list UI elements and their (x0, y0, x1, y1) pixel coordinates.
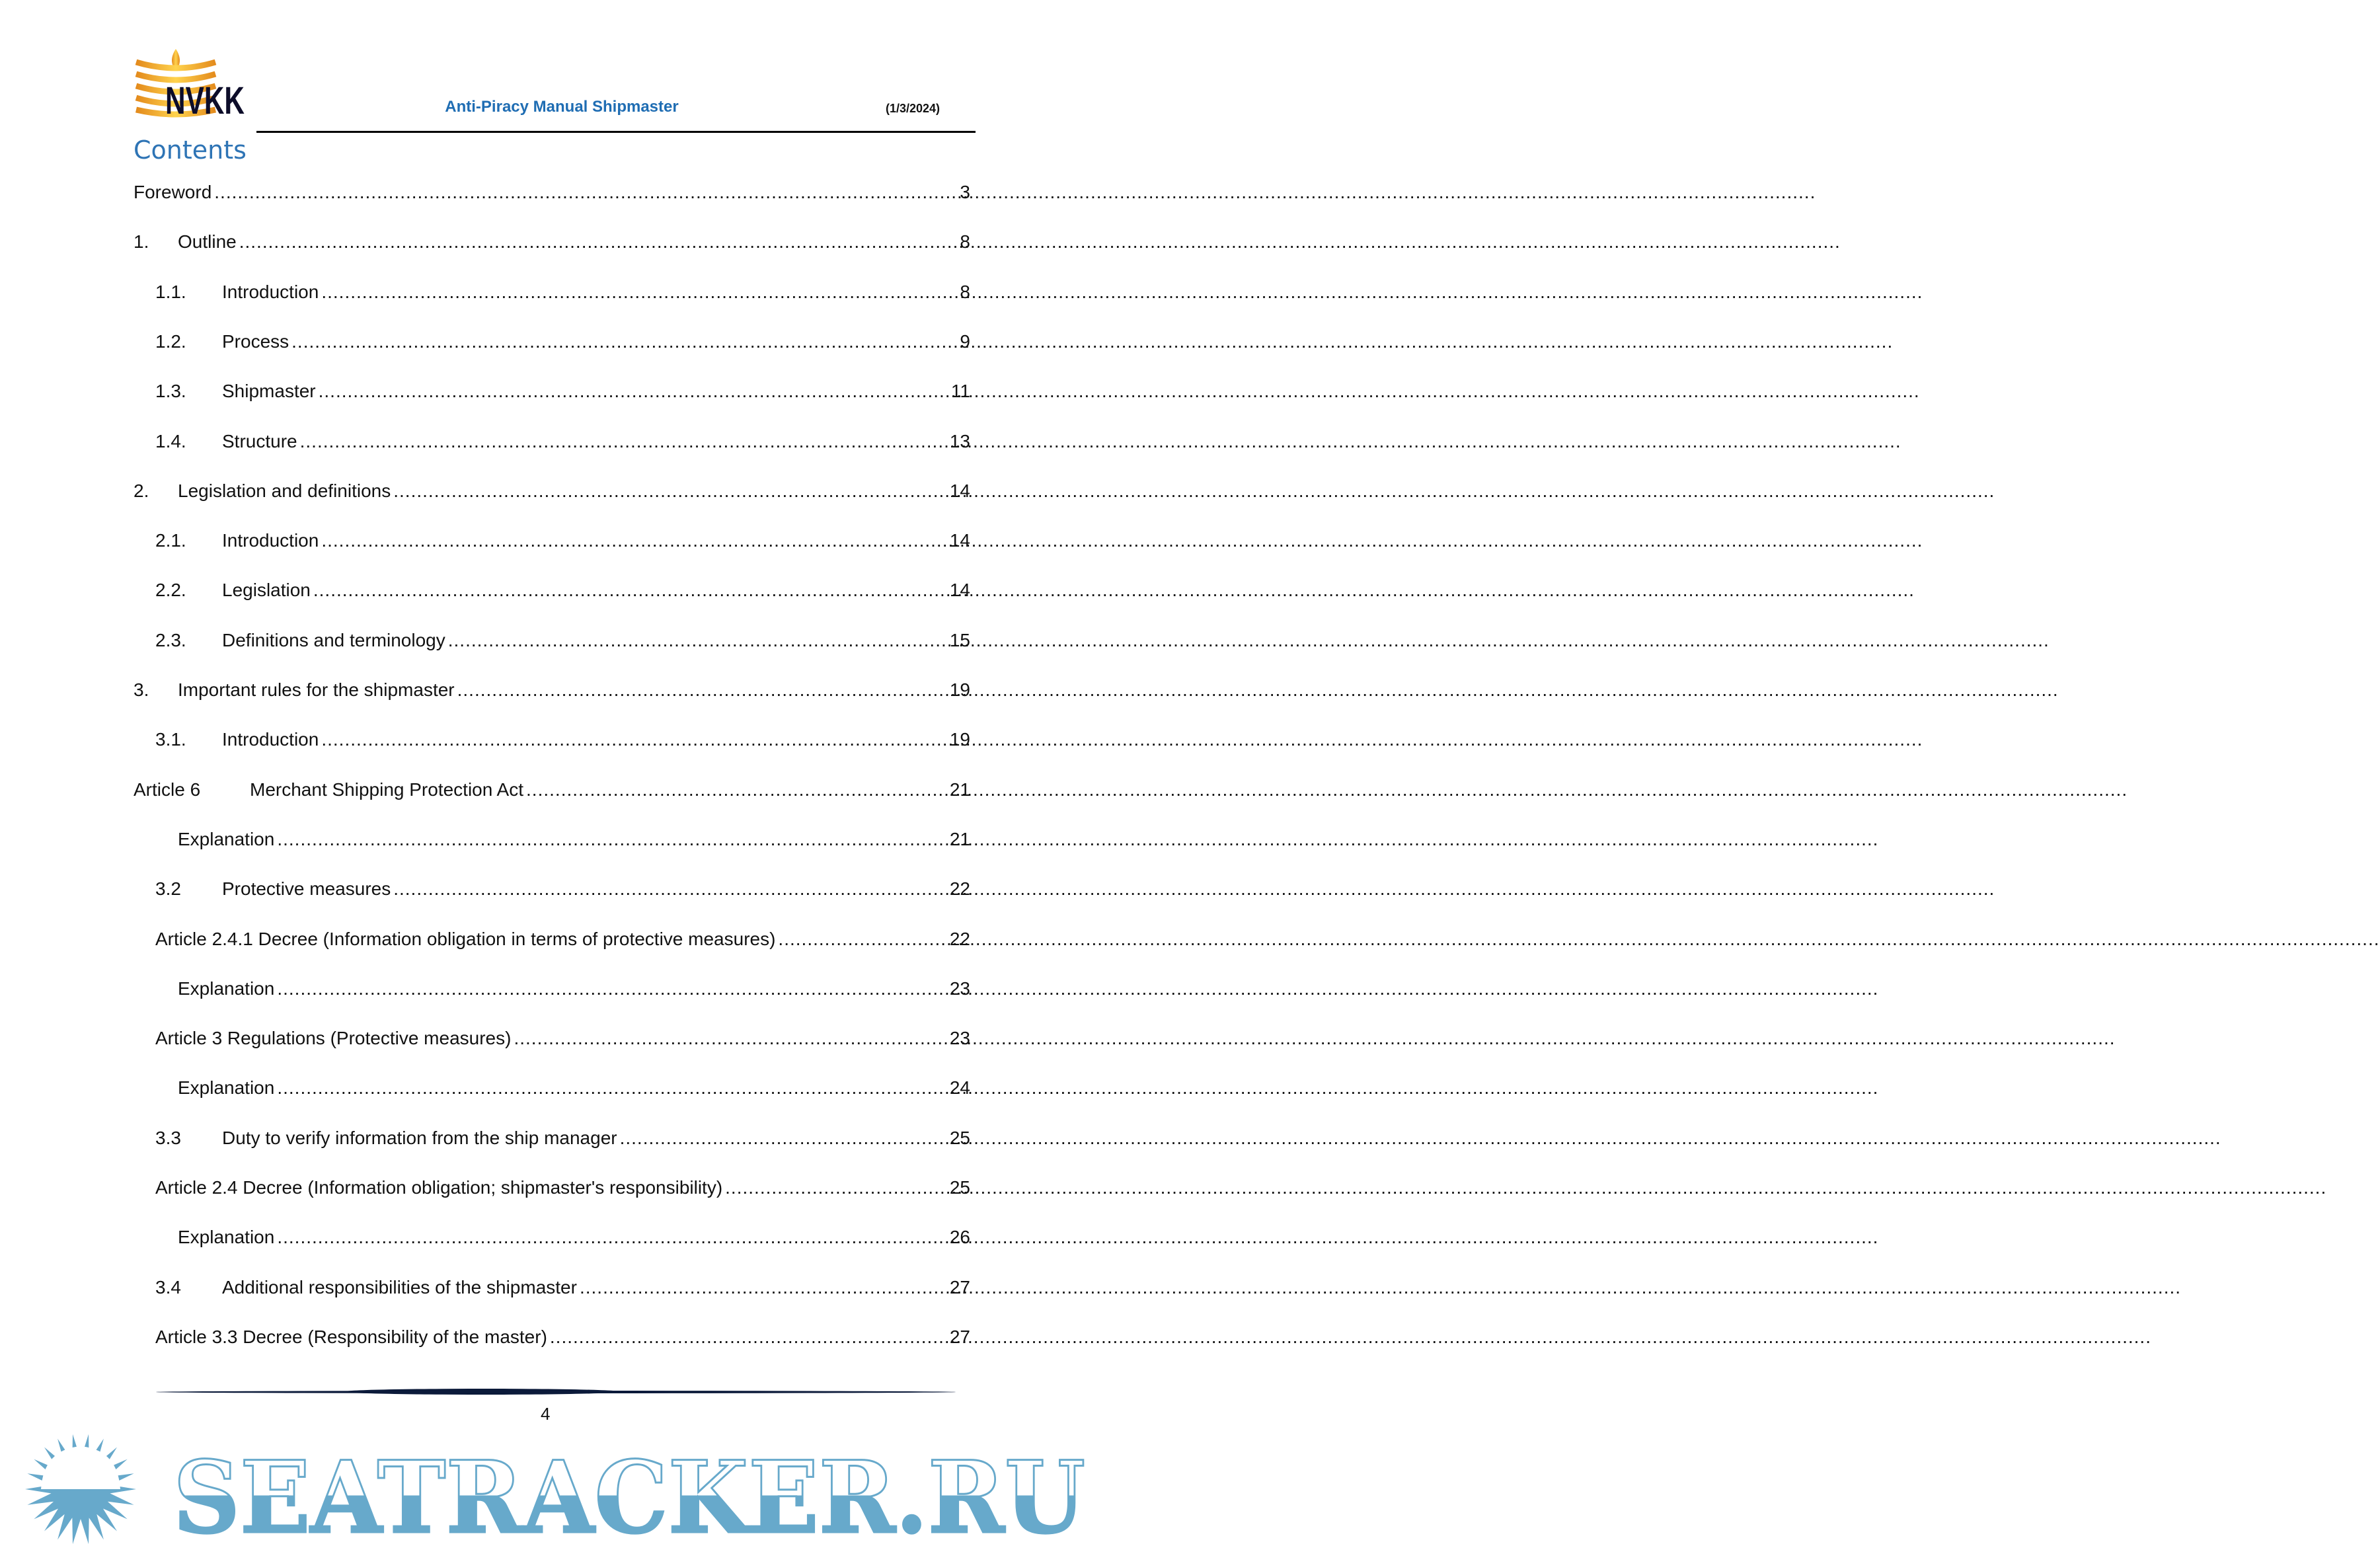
toc-entry[interactable] (0, 978, 970, 1002)
footer-divider-accent (344, 1389, 621, 1395)
toc-entry-number: 1.2. (155, 330, 186, 352)
dot-leader (393, 878, 947, 900)
toc-entry[interactable] (0, 630, 970, 654)
toc-entry-page: 25 (949, 1177, 970, 1198)
toc-entry-title: Foreword (134, 182, 212, 202)
dot-leader (321, 729, 947, 750)
dot-leader (214, 182, 957, 203)
toc-entry-number: 1.1. (155, 281, 186, 302)
toc-entry-number: 3.2 (155, 878, 181, 900)
toc-entry-title: Article 3 Regulations (Protective measures) (155, 1028, 512, 1049)
toc-entry-number: Article 6 (134, 779, 201, 800)
toc-entry-title: Explanation (178, 1077, 275, 1099)
toc-entry-page: 22 (949, 878, 970, 900)
toc-entry-title: Article 3.3 Decree (Responsibility of the master) (155, 1326, 547, 1347)
toc-entry[interactable] (0, 530, 970, 554)
dot-leader (526, 779, 947, 800)
toc-entry-page: 24 (949, 1077, 970, 1099)
toc-entry-page: 9 (960, 330, 970, 352)
nvkk-logo (132, 48, 246, 122)
toc-entry-title: Merchant Shipping Protection Act (250, 779, 524, 800)
toc-entry[interactable] (0, 282, 970, 305)
dot-leader (393, 481, 947, 502)
toc-entry-title: Explanation (178, 828, 275, 849)
toc-entry-title: Duty to verify information from the ship manager (222, 1127, 617, 1148)
toc-entry-number: 3. (134, 679, 149, 700)
toc-entry-number: 1. (134, 231, 149, 252)
toc-entry-page: 22 (949, 928, 970, 949)
toc-entry-page: 14 (949, 530, 970, 551)
toc-entry[interactable] (0, 231, 970, 255)
toc-entry-title: Introduction (222, 281, 319, 302)
header-divider (256, 131, 976, 133)
contents-heading: Contents (134, 135, 247, 165)
toc-entry-title: Outline (178, 231, 237, 252)
toc-entry[interactable] (0, 1227, 970, 1251)
toc-entry-page: 3 (960, 182, 970, 202)
toc-entry-page: 14 (949, 480, 970, 501)
dot-leader (457, 679, 947, 701)
toc-entry[interactable] (0, 829, 970, 853)
toc-entry-title: Process (222, 330, 289, 352)
dot-leader (300, 431, 947, 452)
toc-entry-title: Article 2.4 Decree (Information obligation; shipmaster's responsibility) (155, 1177, 723, 1198)
dot-leader (321, 282, 957, 303)
toc-entry-title: Explanation (178, 1227, 275, 1248)
dot-leader (291, 331, 957, 352)
toc-entry-title: Definitions and terminology (222, 629, 445, 650)
toc-entry-page: 13 (949, 430, 970, 451)
toc-entry-title: Additional responsibilities of the shipmaster (222, 1276, 577, 1297)
dot-leader (321, 530, 947, 551)
toc-entry-page: 19 (949, 679, 970, 700)
toc-entry[interactable] (0, 1028, 970, 1052)
toc-entry-title: Explanation (178, 978, 275, 999)
toc-entry-page: 8 (960, 231, 970, 252)
toc-entry-title: Structure (222, 430, 297, 451)
toc-entry-page: 21 (949, 828, 970, 849)
header-title: Anti-Piracy Manual Shipmaster (445, 98, 679, 116)
watermark-text: SEATRACKER.RU (173, 1440, 1085, 1546)
toc-entry-page: 15 (949, 629, 970, 650)
toc-entry-title: Legislation and definitions (178, 480, 391, 501)
toc-entry-title: Legislation (222, 580, 311, 601)
toc-entry[interactable] (0, 580, 970, 603)
toc-entry[interactable] (0, 431, 970, 455)
page-number: 4 (541, 1404, 551, 1424)
toc-entry[interactable] (0, 182, 970, 206)
toc-entry-page: 27 (949, 1326, 970, 1347)
toc-entry-page: 27 (949, 1276, 970, 1297)
toc-entry-title: Article 2.4.1 Decree (Information obligation in terms of protective measures) (155, 928, 776, 949)
toc-entry[interactable] (0, 878, 970, 902)
toc-entry-page: 11 (950, 381, 970, 402)
toc-entry-title: Introduction (222, 729, 319, 750)
toc-entry[interactable] (0, 1177, 970, 1201)
toc-entry-page: 14 (949, 580, 970, 601)
toc-entry-number: 2. (134, 480, 149, 501)
dot-leader (239, 231, 958, 252)
toc-entry[interactable] (0, 1128, 970, 1151)
toc-entry[interactable] (0, 381, 970, 405)
toc-entry-page: 23 (949, 1028, 970, 1049)
toc-entry-page: 23 (949, 978, 970, 999)
toc-entry-title: Shipmaster (222, 381, 316, 402)
dot-leader (313, 580, 947, 601)
toc-entry[interactable] (0, 1327, 970, 1350)
dot-leader (277, 1227, 947, 1248)
toc-entry[interactable] (0, 929, 970, 952)
dot-leader (277, 978, 947, 999)
toc-entry-number: 3.3 (155, 1127, 181, 1148)
toc-entry-page: 8 (960, 281, 970, 302)
seatracker-watermark (0, 1433, 1093, 1546)
dot-leader (448, 630, 947, 651)
dot-leader (725, 1177, 947, 1198)
dot-leader (550, 1327, 947, 1348)
dot-leader (277, 829, 947, 850)
toc-entry[interactable] (0, 481, 970, 504)
toc-entry-number: 1.3. (155, 381, 186, 402)
dot-leader (620, 1128, 947, 1149)
toc-entry-title: Important rules for the shipmaster (178, 679, 455, 700)
dot-leader (319, 381, 948, 402)
toc-entry-title: Protective measures (222, 878, 391, 900)
header-date: (1/3/2024) (886, 102, 940, 115)
dot-leader (580, 1277, 947, 1298)
toc-entry-number: 1.4. (155, 430, 186, 451)
toc-entry-number: 2.3. (155, 629, 186, 650)
toc-entry-title: Introduction (222, 530, 319, 551)
toc-entry-number: 2.2. (155, 580, 186, 601)
dot-leader (277, 1077, 947, 1099)
svg-text:NVKK: NVKK (165, 79, 245, 122)
toc-entry-number: 3.4 (155, 1276, 181, 1297)
toc-entry-number: 2.1. (155, 530, 186, 551)
dot-leader (778, 929, 946, 950)
toc-entry[interactable] (0, 779, 970, 803)
toc-entry[interactable] (0, 729, 970, 753)
toc-entry-page: 26 (949, 1227, 970, 1248)
toc-entry[interactable] (0, 1277, 970, 1301)
toc-entry-page: 19 (949, 729, 970, 750)
toc-entry-page: 25 (949, 1127, 970, 1148)
toc-entry[interactable] (0, 1077, 970, 1101)
toc-entry[interactable] (0, 331, 970, 355)
toc-entry-page: 21 (949, 779, 970, 800)
toc-entry-number: 3.1. (155, 729, 186, 750)
toc-entry[interactable] (0, 679, 970, 703)
dot-leader (514, 1028, 946, 1049)
